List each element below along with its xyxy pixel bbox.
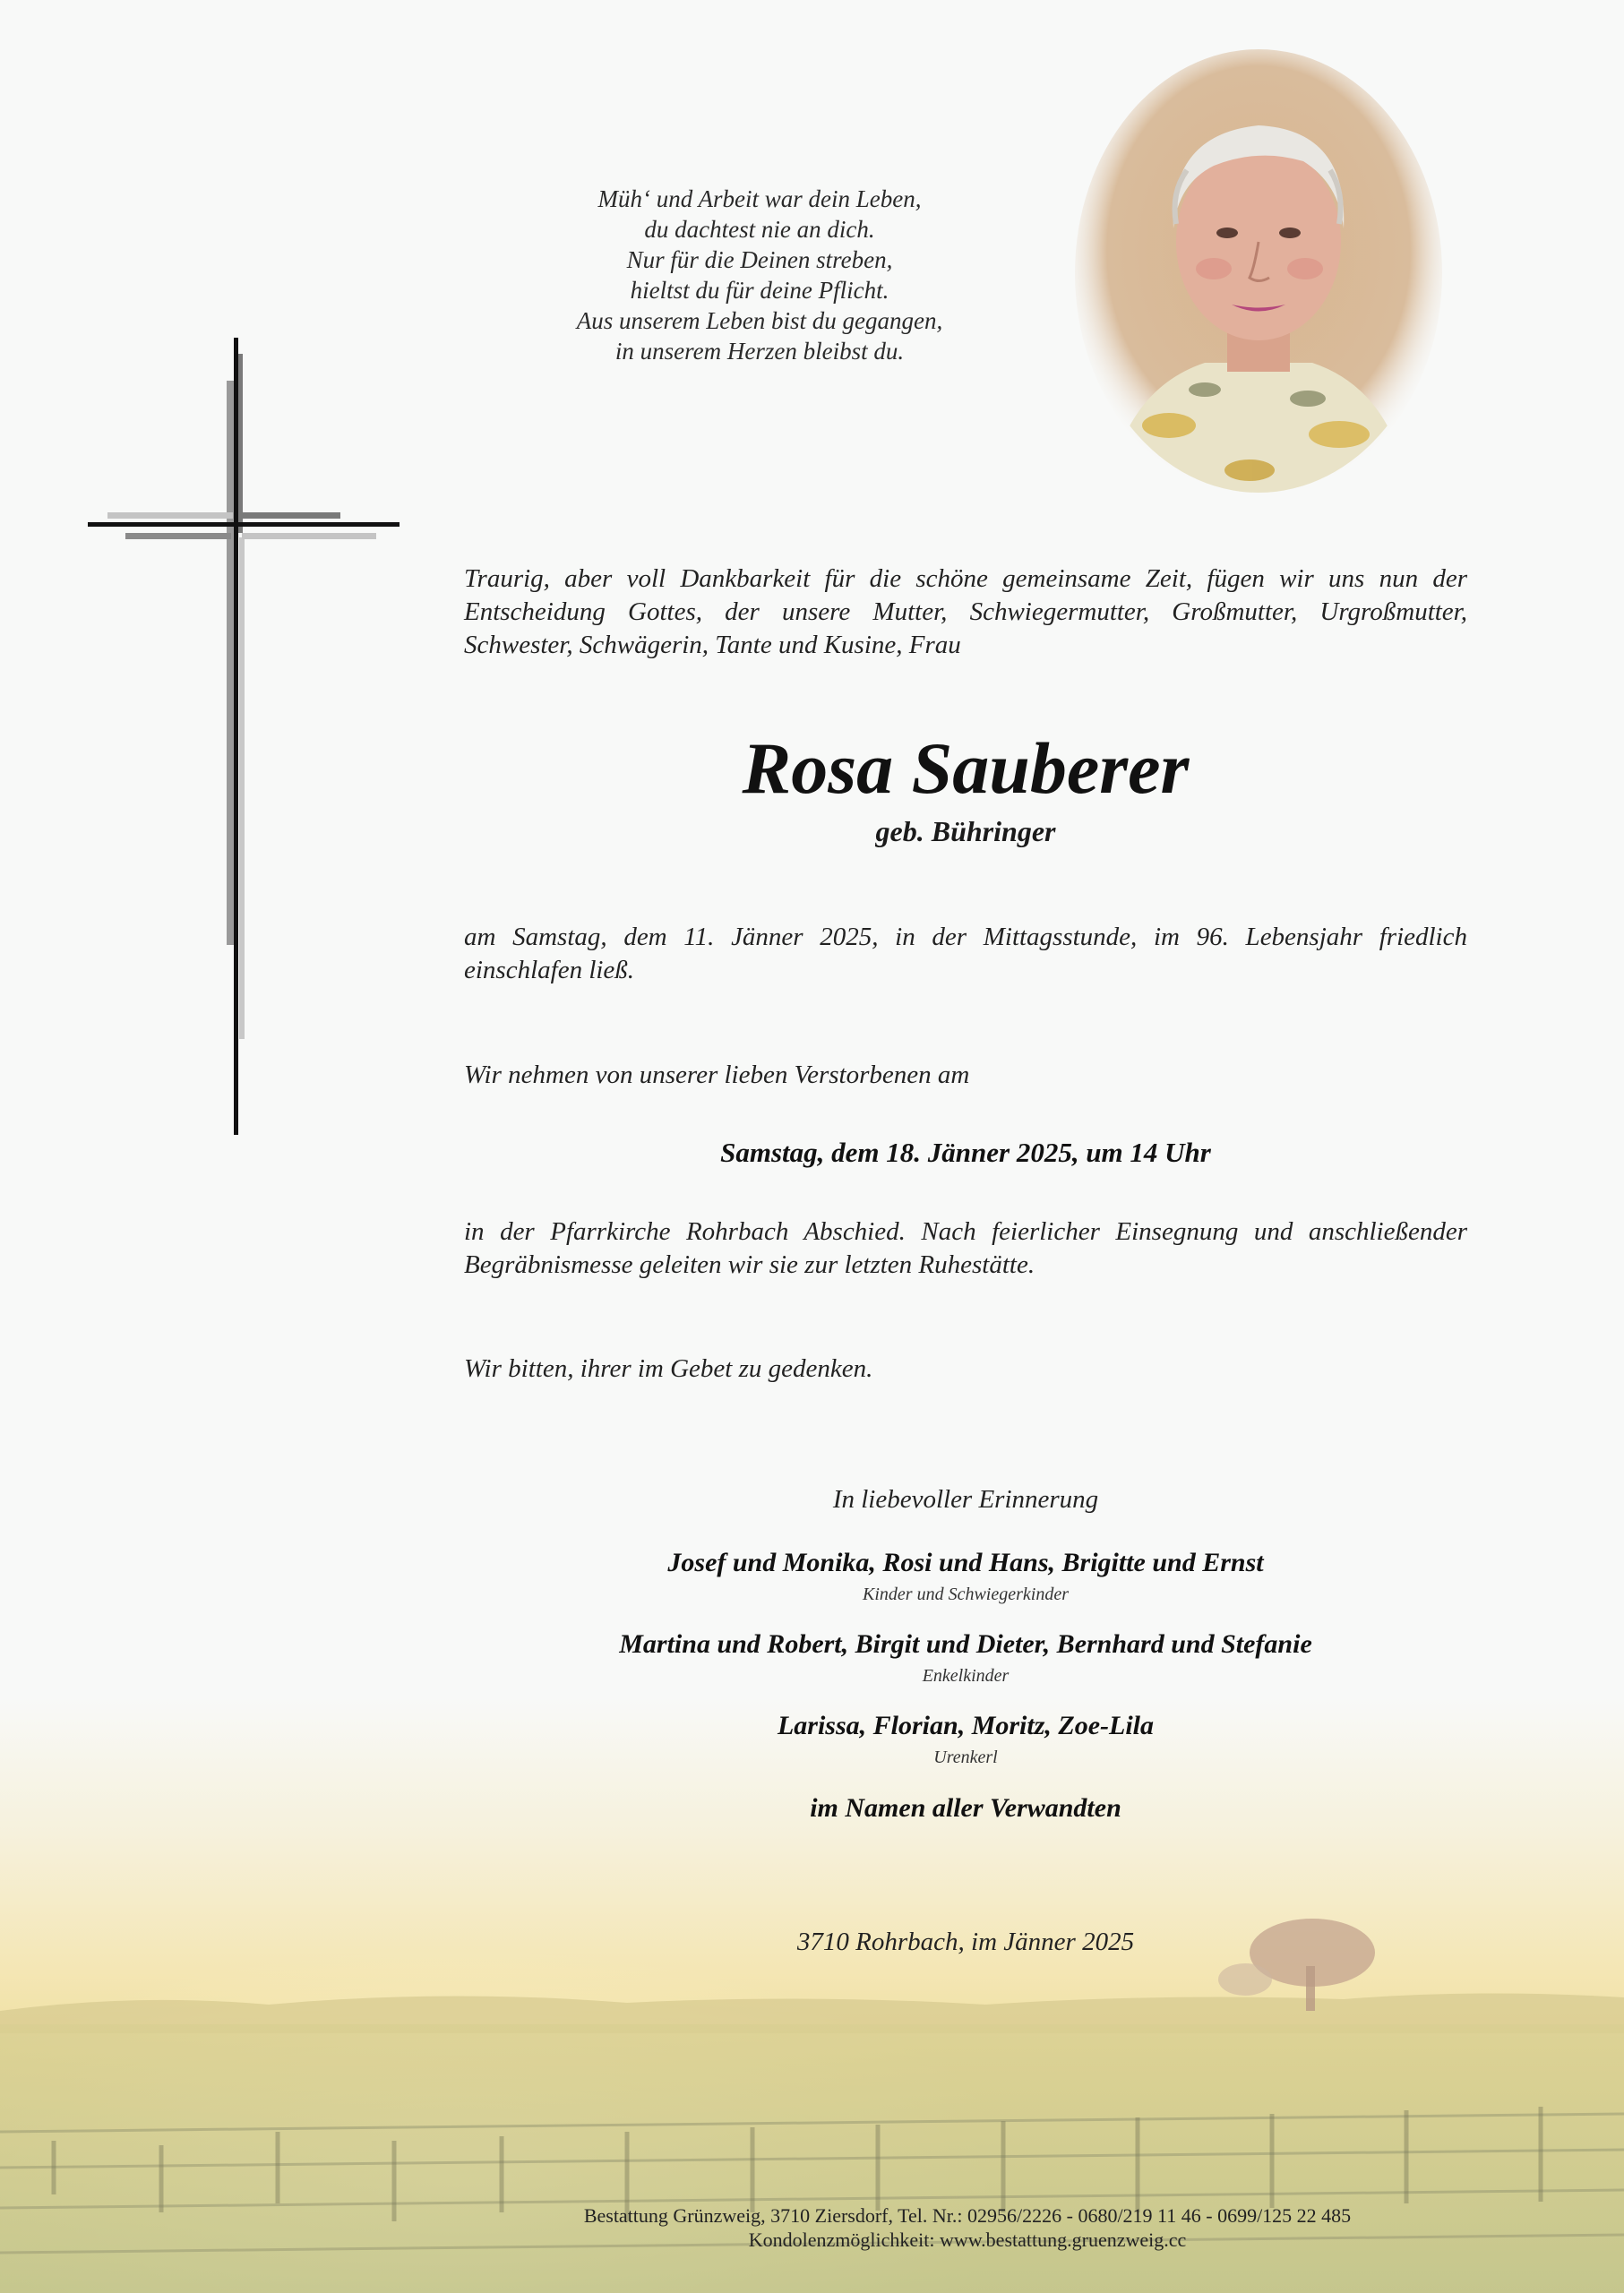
footer-condolence-link[interactable]: Kondolenzmöglichkeit: www.bestattung.gruenzweig.cc	[748, 2229, 1187, 2251]
birth-name: geb. Bühringer	[875, 815, 1056, 847]
mourners-great-grandchildren: Larissa, Florian, Moritz, Zoe-Lila	[777, 1711, 1155, 1740]
mourners-great-grandchildren-role: Urenkerl	[933, 1748, 998, 1767]
portrait-photo	[1070, 49, 1447, 506]
relatives-line: im Namen aller Verwandten	[810, 1793, 1121, 1823]
mourners-grandchildren: Martina und Robert, Birgit und Dieter, Bernhard und Stefanie	[619, 1629, 1312, 1659]
cross-icon	[85, 336, 408, 1138]
funeral-date: Samstag, dem 18. Jänner 2025, um 14 Uhr	[720, 1137, 1211, 1168]
prayer-text: Wir bitten, ihrer im Gebet zu gedenken.	[464, 1354, 873, 1383]
intro-paragraph: Traurig, aber voll Dankbarkeit für die schöne gemeinsame Zeit, fügen wir uns nun der Entscheidung Gottes, der unsere Mutter, Schwiegermutter, Großmutter, Urgroßmutter, Schwester, Schwägerin, Tante und Kusine, Frau	[464, 564, 1467, 659]
mourners-children-role: Kinder und Schwiegerkinder	[863, 1584, 1069, 1604]
poem-line: hieltst du für deine Pflicht.	[630, 277, 889, 304]
farewell-intro: Wir nehmen von unserer lieben Verstorbenen am	[464, 1061, 970, 1089]
place-date: 3710 Rohrbach, im Jänner 2025	[796, 1928, 1135, 1956]
poem-line: du dachtest nie an dich.	[644, 216, 875, 243]
poem-line: Nur für die Deinen streben,	[626, 246, 893, 273]
poem	[502, 184, 1018, 366]
mourners-grandchildren-role: Enkelkinder	[922, 1666, 1010, 1686]
mourners-children: Josef und Monika, Rosi und Hans, Brigitte und Ernst	[667, 1548, 1264, 1577]
poem-line: Müh‘ und Arbeit war dein Leben,	[597, 185, 922, 212]
poem-line: in unserem Herzen bleibst du.	[614, 338, 905, 365]
funeral-home-footer	[448, 2203, 1487, 2252]
poem-line: Aus unserem Leben bist du gegangen,	[576, 307, 943, 334]
death-paragraph: am Samstag, dem 11. Jänner 2025, in der Mittagsstunde, im 96. Lebensjahr friedlich einschlafen ließ.	[464, 923, 1467, 984]
funeral-paragraph: in der Pfarrkirche Rohrbach Abschied. Nach feierlicher Einsegnung und anschließender Begräbnismesse geleiten wir sie zur letzten Ruhestätte.	[464, 1217, 1467, 1279]
memory-heading: In liebevoller Erinnerung	[832, 1485, 1099, 1514]
footer-contact: Bestattung Grünzweig, 3710 Ziersdorf, Tel. Nr.: 02956/2226 - 0680/219 11 46 - 0699/125 22 485	[583, 2204, 1352, 2227]
deceased-name: Rosa Sauberer	[742, 727, 1190, 809]
